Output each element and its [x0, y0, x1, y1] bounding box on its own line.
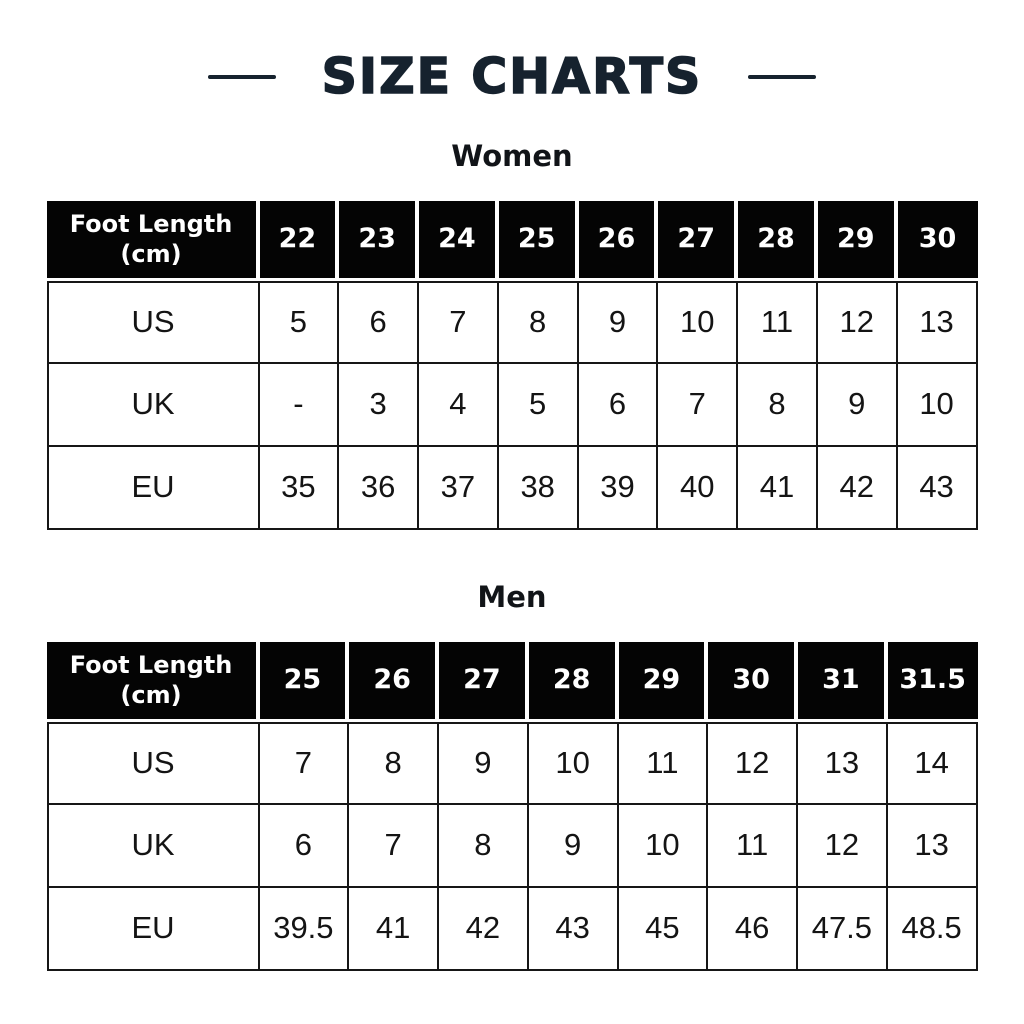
women-size-table [47, 201, 978, 530]
header-cell: 31.5 [888, 642, 978, 722]
table-cell: 42 [439, 888, 529, 971]
table-cell: 9 [818, 364, 898, 447]
table-cell: 10 [658, 281, 738, 364]
women-header-row [47, 201, 978, 281]
header-cell: 22 [260, 201, 340, 281]
table-cell: 39 [579, 447, 659, 530]
table-cell: 42 [818, 447, 898, 530]
header-cell: 25 [260, 642, 350, 722]
title-right-dash [748, 75, 816, 79]
table-cell: 41 [349, 888, 439, 971]
table-cell: 10 [898, 364, 978, 447]
page-title: SIZE CHARTS [321, 48, 703, 105]
men-section-title: Men [477, 579, 547, 614]
header-cell: 27 [439, 642, 529, 722]
table-cell: 8 [499, 281, 579, 364]
table-cell: 7 [658, 364, 738, 447]
table-cell: 45 [619, 888, 709, 971]
header-cell: 24 [419, 201, 499, 281]
title-row [0, 48, 1024, 105]
row-label-cell: EU [47, 447, 260, 530]
header-cell: 30 [898, 201, 978, 281]
row-label-cell: UK [47, 364, 260, 447]
women-uk-row [47, 364, 978, 447]
table-cell: 7 [260, 722, 350, 805]
row-label-cell: EU [47, 888, 260, 971]
table-cell: 8 [738, 364, 818, 447]
row-label-cell: UK [47, 805, 260, 888]
table-cell: 14 [888, 722, 978, 805]
table-cell: 9 [579, 281, 659, 364]
table-cell: - [260, 364, 340, 447]
header-cell: 29 [818, 201, 898, 281]
men-eu-row [47, 888, 978, 971]
table-cell: 38 [499, 447, 579, 530]
table-cell: 46 [708, 888, 798, 971]
title-left-dash [208, 75, 276, 79]
women-us-row [47, 281, 978, 364]
table-cell: 12 [818, 281, 898, 364]
table-cell: 5 [260, 281, 340, 364]
row-label-cell: US [47, 722, 260, 805]
header-cell: 23 [339, 201, 419, 281]
table-cell: 7 [419, 281, 499, 364]
table-cell: 9 [529, 805, 619, 888]
women-section [0, 139, 1024, 530]
header-cell-foot-length: Foot Length (cm) [47, 201, 260, 281]
table-cell: 12 [798, 805, 888, 888]
header-cell: 28 [738, 201, 818, 281]
table-cell: 3 [339, 364, 419, 447]
header-cell: 26 [579, 201, 659, 281]
table-cell: 43 [898, 447, 978, 530]
men-section [0, 580, 1024, 971]
women-section-title: Women [451, 139, 573, 173]
header-cell-foot-length: Foot Length (cm) [47, 642, 260, 722]
table-cell: 39.5 [260, 888, 350, 971]
table-cell: 9 [439, 722, 529, 805]
men-us-row [47, 722, 978, 805]
table-cell: 8 [439, 805, 529, 888]
table-cell: 13 [798, 722, 888, 805]
table-cell: 47.5 [798, 888, 888, 971]
table-cell: 10 [619, 805, 709, 888]
table-cell: 13 [888, 805, 978, 888]
table-cell: 36 [339, 447, 419, 530]
men-uk-row [47, 805, 978, 888]
header-cell: 25 [499, 201, 579, 281]
table-cell: 37 [419, 447, 499, 530]
header-cell: 29 [619, 642, 709, 722]
table-cell: 11 [708, 805, 798, 888]
header-cell: 30 [708, 642, 798, 722]
women-eu-row [47, 447, 978, 530]
table-cell: 5 [499, 364, 579, 447]
header-cell: 31 [798, 642, 888, 722]
table-cell: 6 [339, 281, 419, 364]
row-label-cell: US [47, 281, 260, 364]
table-cell: 48.5 [888, 888, 978, 971]
men-size-table [47, 642, 978, 971]
header-cell: 26 [349, 642, 439, 722]
table-cell: 12 [708, 722, 798, 805]
table-cell: 6 [260, 805, 350, 888]
header-cell: 28 [529, 642, 619, 722]
table-cell: 13 [898, 281, 978, 364]
table-cell: 11 [619, 722, 709, 805]
table-cell: 40 [658, 447, 738, 530]
table-cell: 8 [349, 722, 439, 805]
table-cell: 6 [579, 364, 659, 447]
table-cell: 11 [738, 281, 818, 364]
table-cell: 41 [738, 447, 818, 530]
table-cell: 4 [419, 364, 499, 447]
table-cell: 35 [260, 447, 340, 530]
header-cell: 27 [658, 201, 738, 281]
table-cell: 10 [529, 722, 619, 805]
table-cell: 7 [349, 805, 439, 888]
men-header-row [47, 642, 978, 722]
table-cell: 43 [529, 888, 619, 971]
